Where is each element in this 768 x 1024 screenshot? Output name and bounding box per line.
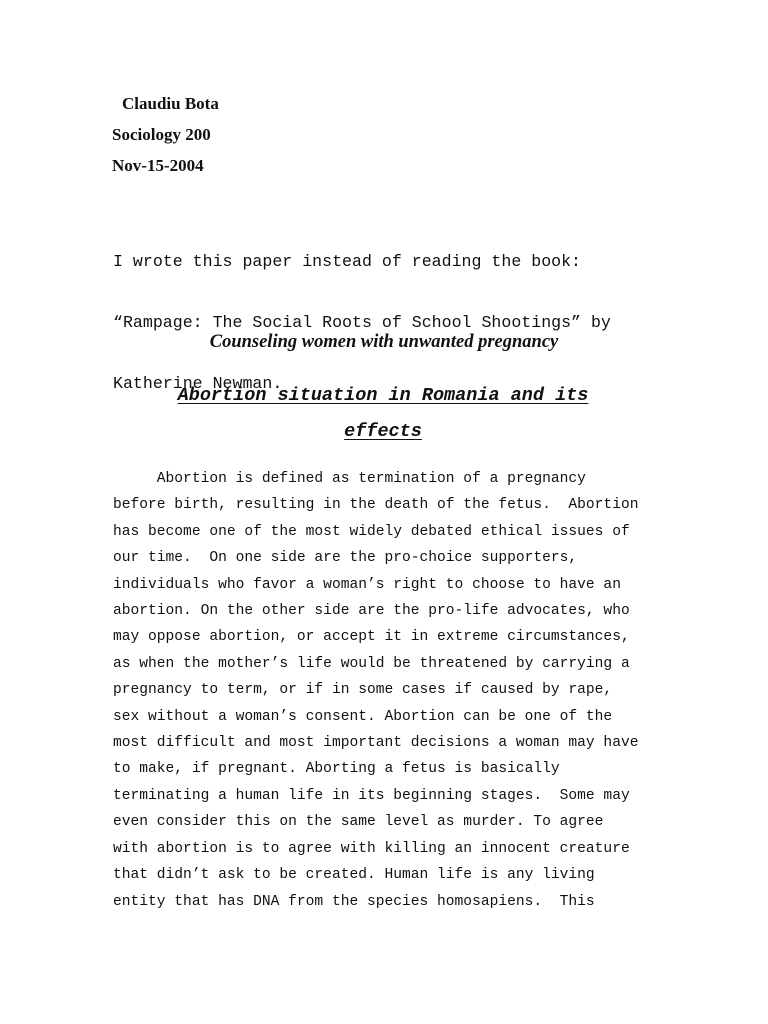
paper-title-line-1: Abortion situation in Romania and its bbox=[177, 385, 589, 406]
intro-note-line: “Rampage: The Social Roots of School Shootings” by bbox=[113, 312, 611, 332]
body-line: most difficult and most important decisions a woman may have bbox=[113, 735, 639, 752]
body-line: sex without a woman’s consent. Abortion can be one of the bbox=[113, 708, 613, 725]
body-line: entity that has DNA from the species homosapiens. This bbox=[113, 893, 595, 910]
paper-date: Nov-15-2004 bbox=[112, 156, 204, 175]
body-line: to make, if pregnant. Aborting a fetus is basically bbox=[113, 761, 560, 778]
intro-note-line: Katherine Newman. bbox=[113, 373, 283, 393]
body-line: has become one of the most widely debated ethical issues of bbox=[113, 523, 630, 540]
body-line: even consider this on the same level as murder. To agree bbox=[113, 814, 604, 831]
body-line: as when the mother’s life would be threatened by carrying a bbox=[113, 655, 630, 672]
intro-note-line: I wrote this paper instead of reading the book: bbox=[113, 251, 582, 271]
body-line: pregnancy to term, or if in some cases if caused by rape, bbox=[113, 682, 613, 699]
body-line: before birth, resulting in the death of the fetus. Abortion bbox=[113, 497, 639, 514]
paper-title bbox=[168, 378, 598, 450]
body-line: may oppose abortion, or accept it in extreme circumstances, bbox=[113, 629, 630, 646]
body-paragraph bbox=[113, 466, 673, 915]
body-line: with abortion is to agree with killing an innocent creature bbox=[113, 840, 630, 857]
body-line: abortion. On the other side are the pro-life advocates, who bbox=[113, 603, 630, 620]
body-line: individuals who favor a woman’s right to choose to have an bbox=[113, 576, 621, 593]
author-name: Claudiu Bota bbox=[122, 94, 219, 113]
paper-subtitle: Counseling women with unwanted pregnancy bbox=[209, 332, 559, 352]
course-name: Sociology 200 bbox=[112, 125, 211, 144]
body-line: terminating a human life in its beginning stages. Some may bbox=[113, 787, 630, 804]
body-line: our time. On one side are the pro-choice supporters, bbox=[113, 550, 578, 567]
body-line: that didn’t ask to be created. Human life is any living bbox=[113, 867, 595, 884]
paper-title-line-2: effects bbox=[344, 421, 422, 442]
body-line: Abortion is defined as termination of a pregnancy bbox=[113, 471, 586, 487]
